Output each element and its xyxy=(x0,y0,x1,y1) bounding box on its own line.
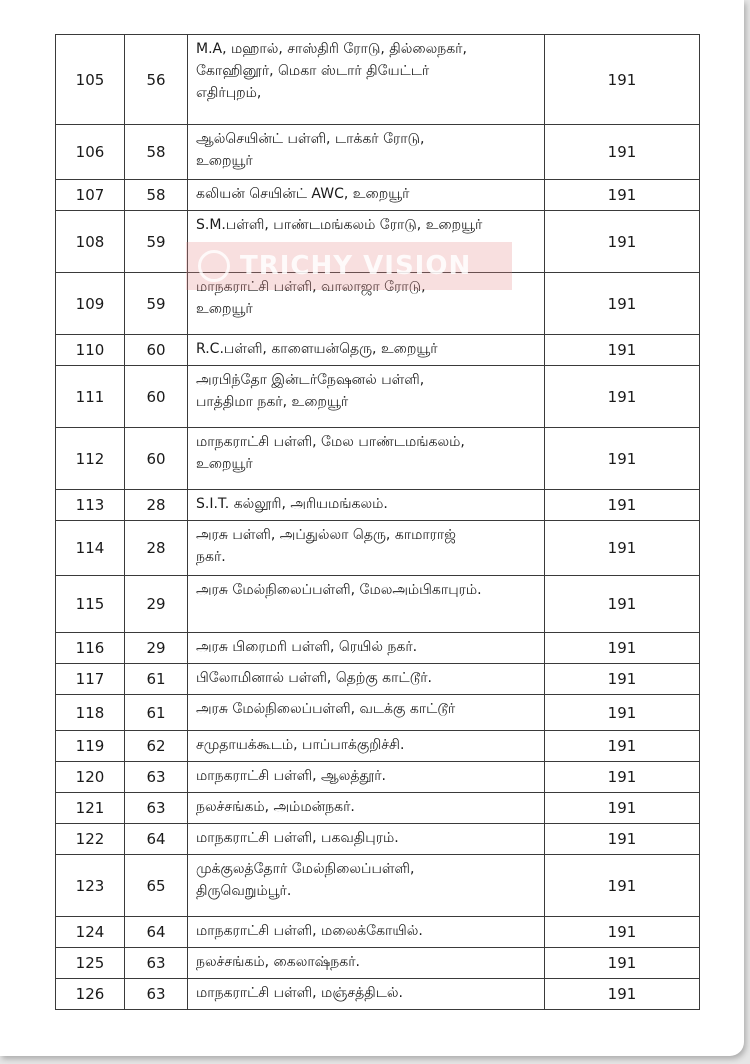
count-cell: 191 xyxy=(545,521,700,576)
ward-number-cell: 58 xyxy=(125,125,188,180)
table-row xyxy=(56,917,700,948)
ward-number-cell: 60 xyxy=(125,366,188,428)
ward-number-cell: 29 xyxy=(125,576,188,633)
watermark-text: TRICHY VISION xyxy=(240,251,472,281)
ward-number-cell: 28 xyxy=(125,521,188,576)
table-row xyxy=(56,335,700,366)
ward-number-cell: 63 xyxy=(125,979,188,1010)
address-cell: S.M.பள்ளி, பாண்டமங்கலம் ரோடு, உறையூர் xyxy=(188,211,545,273)
count-cell: 191 xyxy=(545,762,700,793)
count-cell: 191 xyxy=(545,35,700,125)
table-row xyxy=(56,793,700,824)
ward-number-cell: 60 xyxy=(125,428,188,490)
serial-number-cell: 111 xyxy=(56,366,125,428)
ward-number-cell: 63 xyxy=(125,762,188,793)
table-row xyxy=(56,695,700,731)
address-cell: நலச்சங்கம், கைலாஷ்நகர். xyxy=(188,948,545,979)
count-cell: 191 xyxy=(545,948,700,979)
count-cell: 191 xyxy=(545,490,700,521)
serial-number-cell: 121 xyxy=(56,793,125,824)
serial-number-cell: 119 xyxy=(56,731,125,762)
table-row xyxy=(56,855,700,917)
ward-number-cell: 65 xyxy=(125,855,188,917)
serial-number-cell: 122 xyxy=(56,824,125,855)
address-cell: சமுதாயக்கூடம், பாப்பாக்குறிச்சி. xyxy=(188,731,545,762)
count-cell: 191 xyxy=(545,979,700,1010)
count-cell: 191 xyxy=(545,211,700,273)
serial-number-cell: 106 xyxy=(56,125,125,180)
count-cell: 191 xyxy=(545,125,700,180)
serial-number-cell: 105 xyxy=(56,35,125,125)
ward-number-cell: 28 xyxy=(125,490,188,521)
address-cell: அரசு மேல்நிலைப்பள்ளி, வடக்கு காட்டூர் xyxy=(188,695,545,731)
serial-number-cell: 114 xyxy=(56,521,125,576)
table-row xyxy=(56,211,700,273)
count-cell: 191 xyxy=(545,855,700,917)
count-cell: 191 xyxy=(545,695,700,731)
table-row xyxy=(56,979,700,1010)
count-cell: 191 xyxy=(545,793,700,824)
serial-number-cell: 115 xyxy=(56,576,125,633)
address-cell: அரசு பள்ளி, அப்துல்லா தெரு, காமாராஜ் நகர். xyxy=(188,521,545,576)
count-cell: 191 xyxy=(545,917,700,948)
count-cell: 191 xyxy=(545,180,700,211)
ward-number-cell: 29 xyxy=(125,633,188,664)
ward-number-cell: 64 xyxy=(125,917,188,948)
count-cell: 191 xyxy=(545,335,700,366)
table-row xyxy=(56,180,700,211)
serial-number-cell: 110 xyxy=(56,335,125,366)
serial-number-cell: 118 xyxy=(56,695,125,731)
count-cell: 191 xyxy=(545,576,700,633)
table-row xyxy=(56,125,700,180)
serial-number-cell: 113 xyxy=(56,490,125,521)
table-row xyxy=(56,824,700,855)
serial-number-cell: 112 xyxy=(56,428,125,490)
count-cell: 191 xyxy=(545,664,700,695)
ward-number-cell: 58 xyxy=(125,180,188,211)
address-cell: மாநகராட்சி பள்ளி, மேல பாண்டமங்கலம், உறையூர் xyxy=(188,428,545,490)
table-row xyxy=(56,428,700,490)
table-row xyxy=(56,490,700,521)
address-cell: ஆல்செயின்ட் பள்ளி, டாக்கர் ரோடு, உறையூர் xyxy=(188,125,545,180)
ward-number-cell: 56 xyxy=(125,35,188,125)
table-row xyxy=(56,273,700,335)
address-cell: அரபிந்தோ இன்டர்நேஷனல் பள்ளி, பாத்திமா நகர், உறையூர் xyxy=(188,366,545,428)
table-row xyxy=(56,948,700,979)
address-cell: கலியன் செயின்ட் AWC, உறையூர் xyxy=(188,180,545,211)
polling-station-table xyxy=(55,34,700,1010)
address-cell: முக்குலத்தோர் மேல்நிலைப்பள்ளி, திருவெறும்பூர். xyxy=(188,855,545,917)
address-cell: மாநகராட்சி பள்ளி, மலைக்கோயில். xyxy=(188,917,545,948)
count-cell: 191 xyxy=(545,273,700,335)
table-row xyxy=(56,664,700,695)
serial-number-cell: 116 xyxy=(56,633,125,664)
table-row xyxy=(56,576,700,633)
ward-number-cell: 63 xyxy=(125,793,188,824)
table-row xyxy=(56,521,700,576)
serial-number-cell: 117 xyxy=(56,664,125,695)
count-cell: 191 xyxy=(545,428,700,490)
serial-number-cell: 120 xyxy=(56,762,125,793)
table-row xyxy=(56,366,700,428)
table-body xyxy=(56,35,700,1010)
ward-number-cell: 59 xyxy=(125,211,188,273)
address-cell: அரசு பிரைமரி பள்ளி, ரெயில் நகர். xyxy=(188,633,545,664)
table-row xyxy=(56,633,700,664)
ward-number-cell: 61 xyxy=(125,695,188,731)
serial-number-cell: 108 xyxy=(56,211,125,273)
serial-number-cell: 123 xyxy=(56,855,125,917)
ward-number-cell: 64 xyxy=(125,824,188,855)
address-cell: அரசு மேல்நிலைப்பள்ளி, மேலஅம்பிகாபுரம். xyxy=(188,576,545,633)
address-cell: மாநகராட்சி பள்ளி, பகவதிபுரம். xyxy=(188,824,545,855)
serial-number-cell: 126 xyxy=(56,979,125,1010)
ward-number-cell: 61 xyxy=(125,664,188,695)
ward-number-cell: 63 xyxy=(125,948,188,979)
serial-number-cell: 125 xyxy=(56,948,125,979)
ward-number-cell: 59 xyxy=(125,273,188,335)
count-cell: 191 xyxy=(545,731,700,762)
count-cell: 191 xyxy=(545,366,700,428)
table-row xyxy=(56,762,700,793)
address-cell: S.I.T. கல்லூரி, அரியமங்கலம். xyxy=(188,490,545,521)
address-cell: மாநகராட்சி பள்ளி, மஞ்சத்திடல். xyxy=(188,979,545,1010)
serial-number-cell: 109 xyxy=(56,273,125,335)
address-cell: மாநகராட்சி பள்ளி, ஆலத்தூர். xyxy=(188,762,545,793)
count-cell: 191 xyxy=(545,633,700,664)
address-cell: M.A, மஹால், சாஸ்திரி ரோடு, தில்லைநகர், கோஹினூர், மெகா ஸ்டார் தியேட்டர் எதிர்புறம், xyxy=(188,35,545,125)
ward-number-cell: 62 xyxy=(125,731,188,762)
count-cell: 191 xyxy=(545,824,700,855)
table-row xyxy=(56,35,700,125)
serial-number-cell: 107 xyxy=(56,180,125,211)
address-cell: பிலோமினால் பள்ளி, தெற்கு காட்டூர். xyxy=(188,664,545,695)
table-row xyxy=(56,731,700,762)
address-cell: நலச்சங்கம், அம்மன்நகர். xyxy=(188,793,545,824)
address-cell: மாநகராட்சி பள்ளி, வாலாஜா ரோடு, உறையூர் xyxy=(188,273,545,335)
ward-number-cell: 60 xyxy=(125,335,188,366)
serial-number-cell: 124 xyxy=(56,917,125,948)
address-cell: R.C.பள்ளி, காளையன்தெரு, உறையூர் xyxy=(188,335,545,366)
